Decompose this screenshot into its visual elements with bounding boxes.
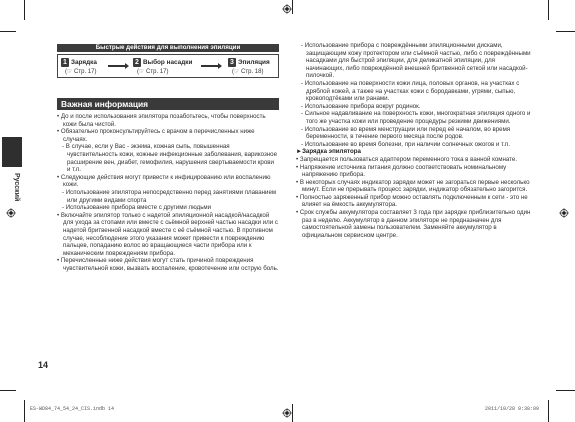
right-column xyxy=(296,42,534,239)
language-tab-marker xyxy=(2,137,22,167)
dash-item: - Использование прибора вместе с другими людьми xyxy=(57,204,279,212)
registration-mark-icon xyxy=(282,4,292,14)
step-number: 1 xyxy=(61,58,69,67)
step-label: Зарядка xyxy=(71,59,97,66)
dash-item: - Сильное надавливание на поверхность кожи, многократная эпиляция одного и того же участка кожи или проведение процедуры резкими движениями. xyxy=(296,110,534,125)
bullet-item: • Обязательно проконсультируйтесь с врачом в перечисленных ниже случаях. xyxy=(57,128,279,143)
footer-file: ES-WD84_74_54_24_CIS.indb 14 xyxy=(30,406,115,412)
dash-item: - Использование прибора вокруг родинок. xyxy=(296,103,534,111)
arrow-right-icon xyxy=(125,63,129,69)
registration-mark-icon xyxy=(559,208,569,218)
language-tab-label xyxy=(1,172,21,212)
dash-item: - Использование эпилятора непосредственно перед занятиями плаванием или другими видами спорта xyxy=(57,189,279,204)
section-heading: Важная информация xyxy=(57,98,279,110)
bullet-item: • До и после использования эпилятора позаботьтесь, чтобы поверхность кожи была чистой. xyxy=(57,113,279,128)
dash-item: - Использование во время менструации или перед её началом, во время беременности, в течение первого месяца после родов. xyxy=(296,126,534,141)
dash-item: - Использование прибора с повреждёнными эпиляционными дисками, защищающим кожу протектором или съёмной частью, либо с повреждёнными насадками для быстрой эпиляции, для деликатной эпиляции, для начинающих, либо повреждённой внешней бритвенной сеткой или насадкой-пилочкой. xyxy=(296,42,534,80)
arrow-right-icon xyxy=(218,63,222,69)
step-page-ref: (☞ Стр. 17) xyxy=(137,69,169,75)
arrow-line xyxy=(108,65,126,67)
step-epilation xyxy=(228,58,270,76)
quick-actions-box xyxy=(57,54,279,78)
bullet-item: • Срок службы аккумулятора составляет 3 года при зарядке приблизительно один раз в неделю. Аккумулятор в данном эпиляторе не предназначен для самостоятельной замены пользователем. Заменяйте аккумулятор в официальном сервисном центре. xyxy=(296,209,534,239)
dash-item: - В случае, если у Вас - экзема, кожная сыпь, повышенная чувствительность кожи, кожные инфекционные заболевания, варикозное расширение вен, диабет, гемофилия, нарушения свертываемости крови и т.п. xyxy=(57,143,279,173)
bullet-item: • Полностью заряженный прибор можно оставлять подключенным к сети - это не влияет на ёмкость аккумулятора. xyxy=(296,194,534,209)
page-number: 14 xyxy=(38,360,49,370)
step-charging xyxy=(61,58,97,76)
step-label: Выбор насадки xyxy=(143,59,193,66)
bullet-item: • В некоторых случаях индикатор зарядки может не загораться первые несколько минут. Если не прерывать процесс зарядки, индикатор обязательно загорится. xyxy=(296,179,534,194)
bullet-item: • Включайте эпилятор только с надетой эпиляционной насадкой/насадкой для ухода за стопами или вместе с сьёмной верхней частью насадки или с надетой бритвенной насадкой вместе с её съёмной частью. В противном случае, несоблюдение этого указания может привести к повреждению пальцев, попаданию волос во вращающиеся части прибора или к механическим повреждениям прибора. xyxy=(57,212,279,258)
registration-mark-icon xyxy=(282,408,292,418)
arrow-line xyxy=(201,65,219,67)
step-attachment xyxy=(133,58,192,76)
step-number: 2 xyxy=(133,58,141,67)
subsection-heading: ►Зарядка эпилятора xyxy=(296,148,361,156)
svg-text:Русский: Русский xyxy=(13,173,20,202)
step-number: 3 xyxy=(228,58,236,67)
step-page-ref: (☞ Стр. 17) xyxy=(65,69,97,75)
dash-item: - Использование во время болезни, при наличии солнечных ожогов и т.п. xyxy=(296,141,534,149)
step-page-ref: (☞ Стр. 18) xyxy=(232,69,264,75)
left-column xyxy=(57,113,279,272)
bullet-item: • Перечисленные ниже действия могут стать причиной повреждения чувствительной кожи, вызвать воспаление, кровотечение или острую боль. xyxy=(57,257,279,272)
dash-item: - Использование на поверхности кожи лица, половых органов, на участках с дряблой кожей, а также на участках кожи с бородавками, угрями, сыпью, кровоподтёками или ранами. xyxy=(296,80,534,103)
step-label: Эпиляция xyxy=(238,59,270,66)
footer-date: 2011/10/28 9:38:09 xyxy=(485,406,540,412)
bullet-item: • Следующие действия могут привести к инфицированию или воспалению кожи. xyxy=(57,174,279,189)
bullet-item: • Напряжение источника питания должно соответствовать номинальному напряжению прибора. xyxy=(296,164,534,179)
bullet-item: • Запрещается пользоваться адаптером переменного тока в ванной комнате. xyxy=(296,156,534,164)
quick-actions-title: Быстрые действия для выполнения эпиляции xyxy=(57,44,279,52)
